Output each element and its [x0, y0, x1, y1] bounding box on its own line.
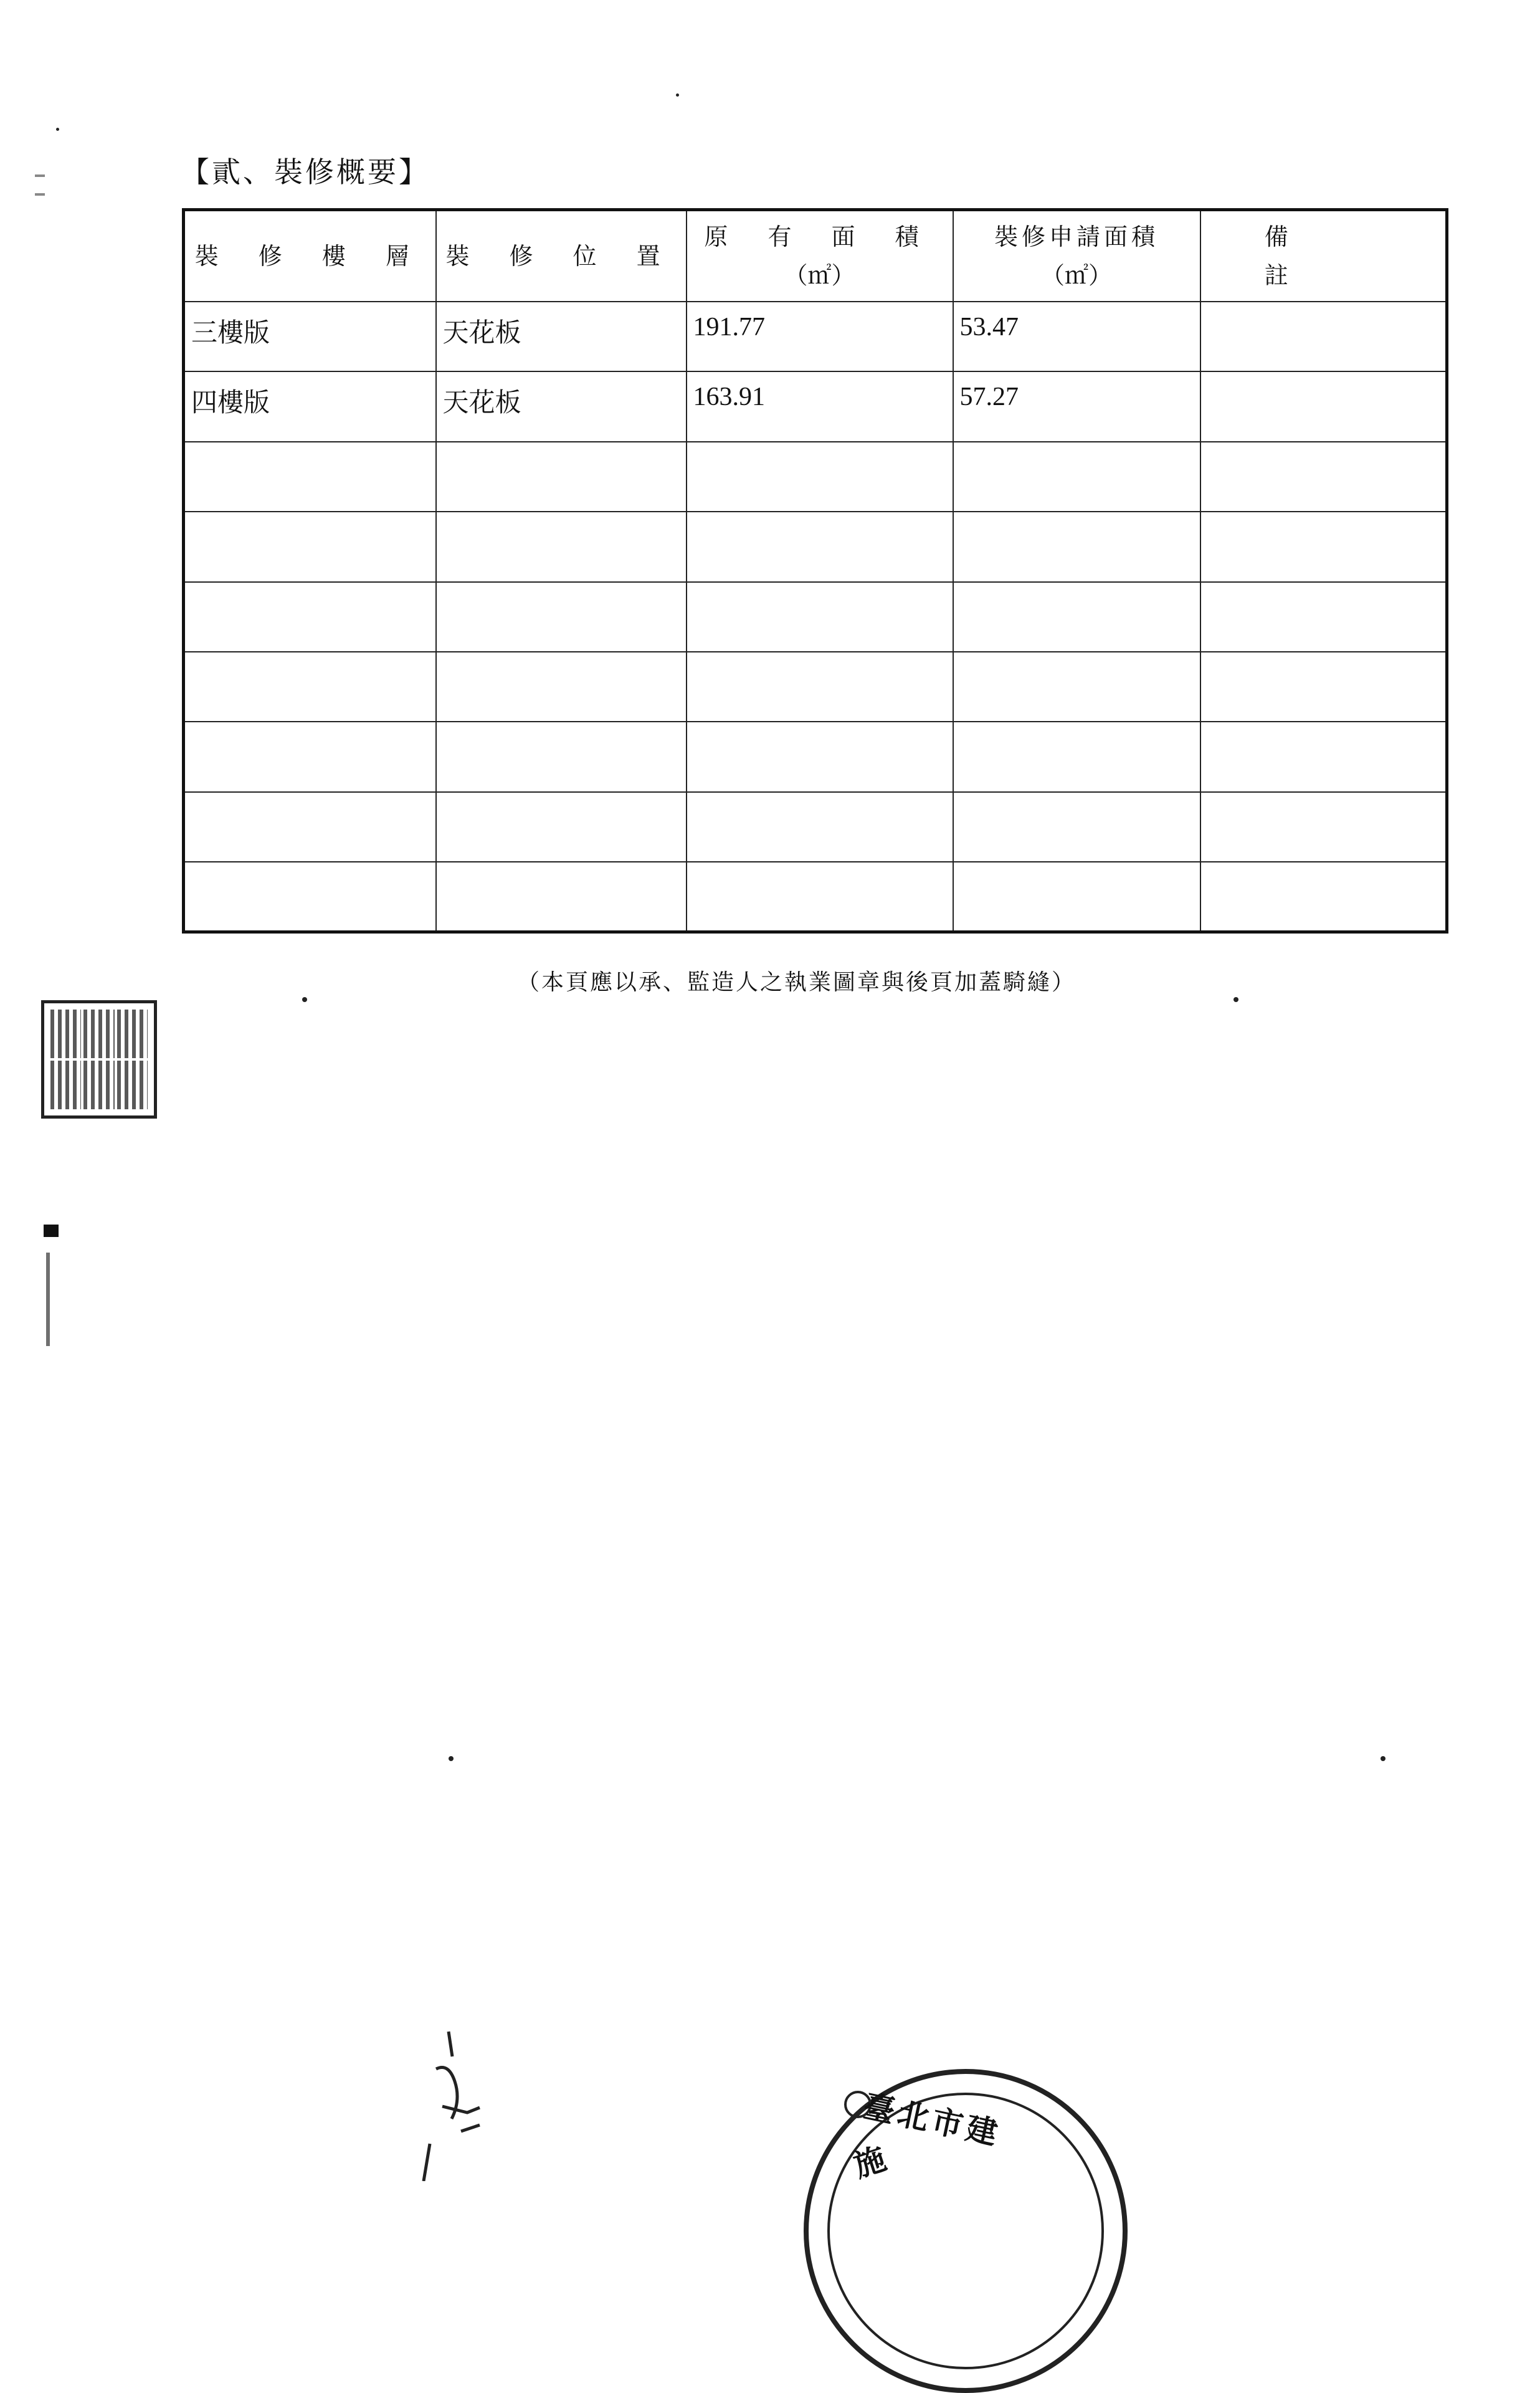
table-row: [184, 371, 1447, 441]
header-original-area: 原 有 面 積 （㎡）: [687, 210, 953, 302]
cell-location: [436, 442, 687, 512]
scan-speck: [1381, 1756, 1386, 1761]
cell-applied-area: 57.27: [953, 371, 1200, 441]
cell-floor: [184, 722, 436, 791]
cell-remarks: [1200, 582, 1447, 652]
renovation-summary-table: [182, 208, 1448, 934]
cell-remarks: [1200, 302, 1447, 371]
cell-applied-area: 53.47: [953, 302, 1200, 371]
table-row: [184, 302, 1447, 371]
table-row: [184, 652, 1447, 722]
header-applied-area: 裝修申請面積 （㎡）: [953, 210, 1200, 302]
header-floor: 裝 修 樓 層: [184, 210, 436, 302]
cell-original-area: [687, 862, 953, 932]
cell-location: [436, 792, 687, 862]
cell-applied-area: [953, 512, 1200, 581]
seam-seal-stamp: [41, 1000, 157, 1119]
cell-remarks: [1200, 652, 1447, 722]
unit-label: （㎡）: [784, 262, 855, 289]
cell-original-area: [687, 582, 953, 652]
scan-speck: [676, 93, 679, 97]
cell-applied-area: [953, 582, 1200, 652]
margin-mark: [35, 174, 45, 177]
seal-text: 臺北市建: [860, 2087, 1005, 2153]
cell-remarks: [1200, 371, 1447, 441]
cell-remarks: [1200, 512, 1447, 581]
cell-floor: [184, 792, 436, 862]
cell-floor: [184, 582, 436, 652]
cell-applied-area: [953, 722, 1200, 791]
cell-applied-area: [953, 652, 1200, 722]
cell-floor: 三樓版: [184, 302, 436, 371]
table-row: [184, 792, 1447, 862]
cell-remarks: [1200, 442, 1447, 512]
cell-original-area: [687, 792, 953, 862]
seam-stamp-note: （本頁應以承、監造人之執業圖章與後頁加蓋騎縫）: [517, 970, 1077, 995]
cell-applied-area: [953, 442, 1200, 512]
table-header-row: [184, 210, 1447, 302]
header-remarks: 備 註: [1200, 210, 1447, 302]
cell-location: [436, 722, 687, 791]
cell-original-area: 191.77: [687, 302, 953, 371]
unit-label: （㎡）: [1040, 262, 1112, 289]
cell-floor: [184, 862, 436, 932]
section-title: 【貳、裝修概要】: [181, 155, 430, 189]
cell-location: [436, 512, 687, 581]
scan-speck: [302, 997, 307, 1002]
cell-original-area: [687, 652, 953, 722]
cell-floor: [184, 512, 436, 581]
cell-location: [436, 652, 687, 722]
table-row: [184, 582, 1447, 652]
cell-location: [436, 582, 687, 652]
cell-location: 天花板: [436, 302, 687, 371]
cell-applied-area: [953, 792, 1200, 862]
scan-speck: [449, 1756, 454, 1761]
cell-location: 天花板: [436, 371, 687, 441]
cell-floor: 四樓版: [184, 371, 436, 441]
cell-applied-area: [953, 862, 1200, 932]
scan-speck: [56, 128, 59, 131]
cell-original-area: [687, 442, 953, 512]
cell-location: [436, 862, 687, 932]
margin-mark: [46, 1253, 50, 1346]
table-row: [184, 722, 1447, 791]
cell-floor: [184, 652, 436, 722]
cell-remarks: [1200, 792, 1447, 862]
scan-speck: [1233, 997, 1238, 1002]
seal-sub-text: 施: [849, 2139, 890, 2185]
cell-original-area: [687, 722, 953, 791]
cell-original-area: [687, 512, 953, 581]
table-row: [184, 862, 1447, 932]
margin-mark: [44, 1225, 59, 1237]
table-row: [184, 512, 1447, 581]
margin-mark: [35, 193, 45, 196]
signature-mark: [399, 2019, 548, 2181]
cell-remarks: [1200, 862, 1447, 932]
header-location: 裝 修 位 置: [436, 210, 687, 302]
cell-original-area: 163.91: [687, 371, 953, 441]
cell-remarks: [1200, 722, 1447, 791]
table-row: [184, 442, 1447, 512]
cell-floor: [184, 442, 436, 512]
